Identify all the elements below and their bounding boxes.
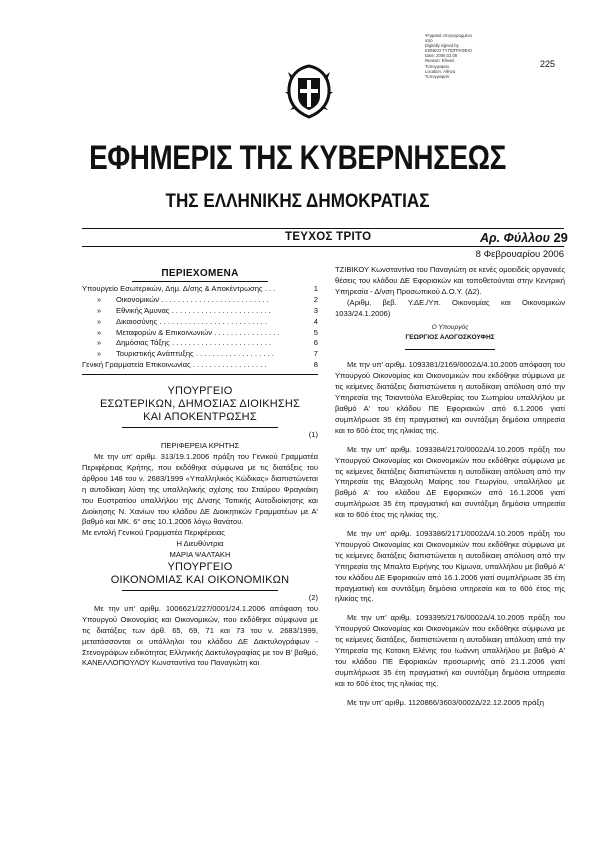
toc-label: Εθνικής Άμυνας . . . . . . . . . . . . . . . . . . . . . . . . bbox=[116, 305, 271, 315]
decision-text: Με την υπ' αριθμ. 1093384/2170/0002Δ/4.10.2005 πράξη του Υπουργού Οικονομίας και Οικονομικών που εκδόθηκε σύμφωνα με τις κείμενες διατάξεις διαπιστώνεται η αυτοδίκαιη απόλυση από την Υπηρεσία της Βλαχουλη Μαίρης του Γεωργίου, υπαλλήλου με βαθμό Α' του κλάδου ΔΕ Εφοριακών από 16.1.2006 γιατί συμπλήρωσε 35 έτη πραγματική και συντάξιμη δημόσια υπηρεσία και το 60ό έτος της ηλικίας της. bbox=[335, 444, 565, 520]
toc-page: 7 bbox=[313, 349, 318, 359]
decision-text: Με την υπ' αριθμ. 1006621/227/0001/24.1.2006 απόφαση του Υπουργού Οικονομίας και Οικονομικών, που εκδόθηκε σύμφωνα με τις διατάξεις των άρθ. 65, 69, 71 και 73 του ν. 2683/1999, μετατάσσονται οι υπάλληλοι του κλάδου ΔΕ Δακτυλογράφων - Στενογράφων ειδικότητας Ελληνικής Δακτυλογραφίας με τον Β' βαθμό, ΚΑΝΕΛΛΟΠΟΥΛΟΥ Κωνσταντίνα του Παναγιώτη και bbox=[82, 603, 318, 668]
decision-text: Με την υπ' αριθμ. 1120866/3603/0002Δ/22.12.2005 πράξη bbox=[347, 697, 544, 707]
toc-row[interactable] bbox=[82, 306, 318, 317]
page-number: 225 bbox=[540, 59, 556, 69]
stamp-line: ΕΘΝΙΚΟ ΤΥΠΟΓΡΑΦΕΙΟ bbox=[425, 48, 472, 54]
ministry-heading-line: ΚΑΙ ΑΠΟΚΕΝΤΡΩΣΗΣ bbox=[143, 411, 257, 424]
decision-text: Με την υπ' αριθμ. 1093395/2176/0002Δ/4.10.2005 πράξη του Υπουργού Οικονομίας και Οικονομικών που εκδόθηκε σύμφωνα με τις κείμενες διατάξεις, διαπιστώνεται η αυτοδίκαιη απόλυση από την Υπηρεσία της Κοτακη Ελένης του Ιωάννη υπαλλήλου με βαθμό Α' του κλάδου ΠΕ Εφοριακών προσωρινής από 21.1.2006 γιατί συμπλήρωσε 35 έτη πραγματική και συντάξιμη δημόσια υπηρεσία και το 60ό έτος της ηλικίας της. bbox=[335, 613, 565, 688]
signatory-name: ΓΕΩΡΓΙΟΣ ΑΛΟΓΟΣΚΟΥΦΗΣ bbox=[405, 334, 495, 342]
decision-text: Με την υπ' αριθμ. 1093386/2171/0002Δ/4.10.2005 πράξη του Υπουργού Οικονομίας και Οικονομικών που εκδόθηκε σύμφωνα με τις κείμενες διατάξεις διαπιστώνεται η αυτοδίκαιη απόλυση από την Υπηρεσία της Μπαλτα Ειρήνης του Κίμωνα, υπαλλήλου με βαθμό Α' του κλάδου ΔΕ Εφοριακών από 16.1.2006 γιατί συμπλήρωσε 35 έτη πραγματική και συντάξιμη δημόσια υπηρεσία και το 60ό έτος της ηλικίας της. bbox=[335, 529, 565, 604]
issue-date: 8 Φεβρουαρίου 2006 bbox=[475, 249, 564, 260]
toc-page: 8 bbox=[313, 360, 318, 370]
divider bbox=[405, 349, 495, 350]
region-heading: ΠΕΡΙΦΕΡΕΙΑ ΚΡΗΤΗΣ bbox=[160, 441, 240, 451]
toc-page: 5 bbox=[313, 327, 318, 337]
toc-row[interactable] bbox=[82, 328, 318, 339]
toc-label: Δημόσιας Τάξης . . . . . . . . . . . . . . . . . . . . . . . . bbox=[116, 338, 272, 348]
toc-row[interactable] bbox=[82, 284, 318, 295]
toc-label: Γενική Γραμματεία Επικοινωνίας . . . . . . . . . . . . . . . . . . bbox=[82, 360, 267, 370]
sheet-number bbox=[480, 230, 568, 245]
ministry-heading bbox=[82, 561, 318, 587]
decision-number: (1) bbox=[308, 430, 318, 440]
ministry-heading-line: ΥΠΟΥΡΓΕΙΟ bbox=[167, 561, 233, 574]
toc-row[interactable] bbox=[82, 338, 318, 349]
divider bbox=[122, 427, 278, 428]
toc-page: 1 bbox=[313, 283, 318, 293]
toc-row[interactable] bbox=[82, 295, 318, 306]
stamp-line: Τυπογραφείο bbox=[425, 63, 450, 69]
divider bbox=[122, 590, 278, 591]
toc-label: Οικονομικών . . . . . . . . . . . . . . . . . . . . . . . . . . bbox=[116, 294, 269, 304]
signatory-title: Η Διευθύντρια bbox=[176, 539, 224, 549]
toc-label: Τουριστικής Ανάπτυξης . . . . . . . . . . . . . . . . . . . bbox=[116, 349, 274, 359]
toc-indent: » bbox=[96, 316, 102, 326]
stamp-line: Location: Αθήνα bbox=[425, 68, 456, 74]
stamp-line: Τυπογραφείο bbox=[425, 73, 450, 79]
issue-label: ΤΕΥΧΟΣ ΤΡΙΤΟ bbox=[285, 231, 372, 243]
stamp-line: Digitally signed by bbox=[425, 43, 459, 49]
sheet-value: 29 bbox=[553, 230, 568, 245]
toc-label: Μεταφορών & Επικοινωνιών . . . . . . . . . . . . . . . . bbox=[116, 327, 280, 337]
greek-coat-of-arms-emblem bbox=[284, 62, 334, 120]
decision-text: Με την υπ' αριθμ. 1093381/2169/0002Δ/4.10.2005 απόφαση του Υπουργού Οικονομίας και Οικονομικών που εκδόθηκε σύμφωνα με τις κείμενες διατάξεις διαπιστώνεται η αυτοδίκαιη απόλυση από την Υπηρεσία της Τσιαντούλα Ελευθερίας του Σωτηρίου υπαλλήλου με βαθμό Α' του κλάδου ΠΕ Εφοριακών από 6.1.2006 γιατί συμπλήρωσε 35 έτη πραγματική και συντάξιμη δημόσια υπηρεσία και το 60ό έτος της ηλικίας της. bbox=[335, 360, 565, 435]
certification-line: (Αριθμ. βεβ. Υ.ΔΕ./Υπ. Οικονομίας και Οικονομικών 1033/24.1.2006) bbox=[335, 297, 565, 318]
toc-page: 6 bbox=[313, 338, 318, 348]
toc-row[interactable] bbox=[82, 349, 318, 360]
ministry-heading-line: ΥΠΟΥΡΓΕΙΟ bbox=[167, 385, 233, 398]
decision-text: Με την υπ' αριθμ. 313/19.1.2006 πράξη του Γενικού Γραμματέα Περιφέρειας Κρήτης, που εκδόθηκε σύμφωνα με τις διατάξεις του άρθρου 148 του ν. 2683/1999 «Υπαλληλικός Κώδικας» διαπιστώνεται η αυτοδίκαιη λύση της υπαλληλικής σχέσης του Σταύρου Φραγκάκη του Ευστρατίου υπαλλήλου της Δ/νσης Τοπικής Αυτοδιοίκησης και Διοίκησης Ν. Χανίων του κλάδου ΔΕ Διοικητικών Γραμματέων με Α' βαθμό και ΜΚ. 6° στις 10.1.2006 λόγω θανάτου. bbox=[82, 451, 318, 527]
stamp-line: Reason: Εθνικό bbox=[425, 58, 455, 64]
toc-label: Υπουργείο Εσωτερικών, Δημ. Δ/σης & Αποκέντρωσης . . . bbox=[82, 283, 276, 293]
toc-row[interactable] bbox=[82, 317, 318, 328]
header-divider bbox=[82, 228, 564, 229]
toc-heading: ΠΕΡΙΕΧΟΜΕΝΑ bbox=[161, 268, 239, 279]
divider bbox=[82, 374, 318, 375]
toc-row[interactable] bbox=[82, 360, 318, 371]
right-column bbox=[335, 265, 565, 709]
ministry-heading bbox=[82, 385, 318, 424]
signatory-title: Ο Υπουργός bbox=[431, 323, 469, 331]
toc-label: Δικαιοσύνης . . . . . . . . . . . . . . . . . . . . . . . . . . bbox=[116, 316, 267, 326]
toc-indent: » bbox=[96, 305, 102, 315]
gazette-title: ΕΦΗΜΕΡΙΣ ΤΗΣ ΚΥΒΕΡΝΗΣΕΩΣ bbox=[89, 139, 506, 177]
left-column bbox=[82, 265, 318, 669]
toc-page: 2 bbox=[313, 294, 318, 304]
digital-signature-stamp bbox=[425, 33, 500, 79]
stamp-line: Date: 2006.02.08 bbox=[425, 53, 458, 59]
decision-number: (2) bbox=[308, 593, 318, 603]
decision-text: ΤΖΙΒΙΚΟΥ Κωνσταντίνα του Παναγιώτη σε κενές ομοειδείς οργανικές θέσεις του κλάδου ΔΕ Εφοριακών και τοποθετούνται στην Κεντρική Υπηρεσία - Δ/νση Προσωπικού Δ.Ο.Υ. (Δ2). bbox=[335, 265, 565, 296]
toc-indent: » bbox=[96, 349, 102, 359]
ministry-heading-line: ΟΙΚΟΝΟΜΙΑΣ ΚΑΙ ΟΙΚΟΝΟΜΙΚΩΝ bbox=[110, 574, 290, 587]
header-divider bbox=[82, 246, 564, 247]
sheet-label: Αρ. Φύλλου bbox=[480, 231, 550, 245]
stamp-line: Ψηφιακά υπογεγραμμένο bbox=[425, 33, 472, 38]
order-line: Με εντολή Γενικού Γραμματέα Περιφέρειας bbox=[82, 528, 225, 538]
toc-indent: » bbox=[96, 327, 102, 337]
toc-indent: » bbox=[96, 294, 102, 304]
stamp-line: από bbox=[425, 38, 433, 44]
signatory-name: ΜΑΡΙΑ ΨΑΛΤΑΚΗ bbox=[169, 550, 231, 560]
gazette-subtitle: ΤΗΣ ΕΛΛΗΝΙΚΗΣ ΔΗΜΟΚΡΑΤΙΑΣ bbox=[165, 191, 430, 212]
toc-page: 3 bbox=[313, 305, 318, 315]
divider bbox=[132, 281, 268, 282]
ministry-heading-line: ΕΣΩΤΕΡΙΚΩΝ, ΔΗΜΟΣΙΑΣ ΔΙΟΙΚΗΣΗΣ bbox=[99, 398, 301, 411]
toc-page: 4 bbox=[313, 316, 318, 326]
toc-indent: » bbox=[96, 338, 102, 348]
